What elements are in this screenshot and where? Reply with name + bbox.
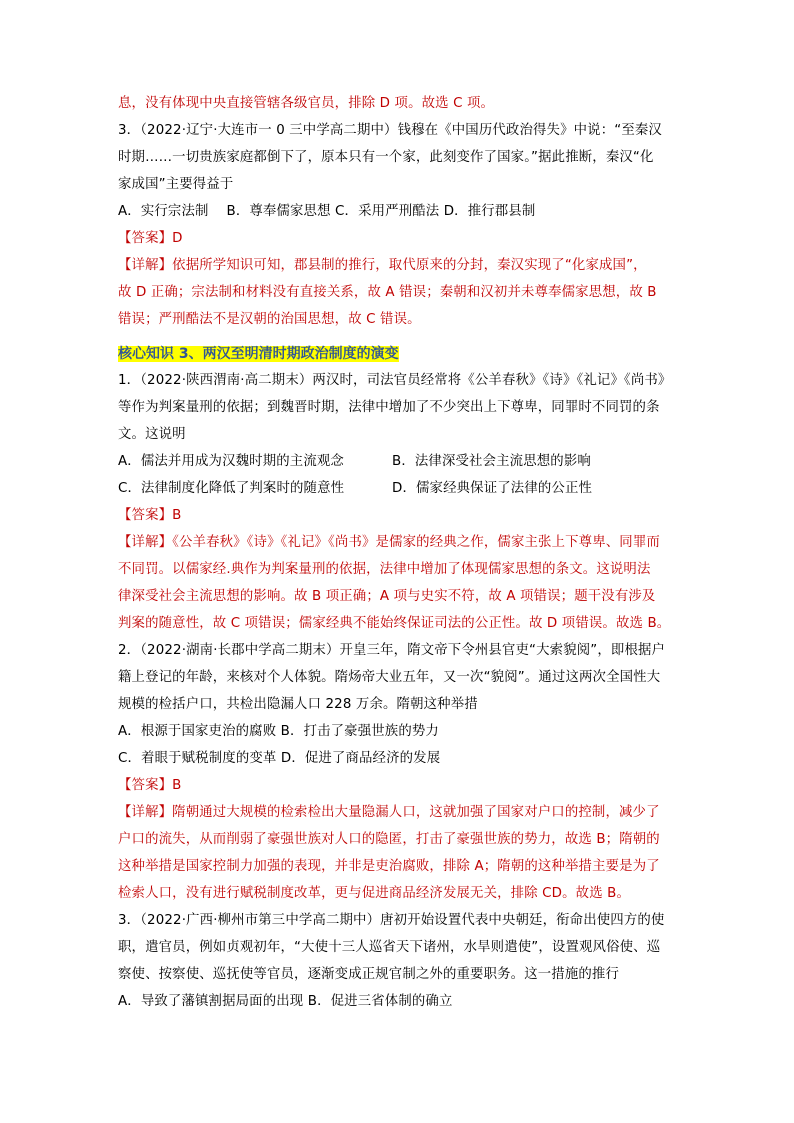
question-text: 时期……一切贵族家庭都倒下了，原本只有一个家，此刻变作了国家。”据此推断，秦汉“化 <box>118 150 654 165</box>
question-options: A．根源于国家吏治的腐败 B．打击了豪强世族的势力 <box>118 724 439 739</box>
explanation-text: 【详解】《公羊春秋》《诗》《礼记》《尚书》是儒家的经典之作，儒家主张上下尊卑、同罪而 <box>118 535 660 550</box>
answer-value: B <box>172 508 182 523</box>
question-text: 职，遣官员，例如贞观初年，“大使十三人巡省天下诸州，水旱则遣使”，设置观风俗使、巡 <box>118 940 661 955</box>
answer-label: 【答案】 <box>118 778 173 793</box>
explanation-text: 故 D 正确；宗法制和材料没有直接关系，故 A 错误；秦朝和汉初并未尊奉儒家思想，故 B <box>118 285 657 300</box>
question-text: 1．（2022·陕西渭南·高二期末）两汉时，司法官员经常将《公羊春秋》《诗》《礼记》《尚书》 <box>118 373 672 388</box>
answer-line <box>118 508 678 524</box>
question-options <box>118 481 678 497</box>
option-b: B．法律深受社会主流思想的影响 <box>392 454 591 469</box>
option-d: D．儒家经典保证了法律的公正性 <box>392 481 593 496</box>
answer-line <box>118 778 678 794</box>
explanation-text: 息，没有体现中央直接管辖各级官员，排除 D 项。故选 C 项。 <box>118 96 495 111</box>
question-text: 3．（2022·广西·柳州市第三中学高二期中）唐初开始设置代表中央朝廷，衔命出使四方的使 <box>118 913 665 928</box>
option-c: C．法律制度化降低了判案时的随意性 <box>118 481 345 496</box>
explanation-text: 错误；严刑酷法不是汉朝的治国思想，故 C 错误。 <box>118 312 421 327</box>
option-a: A．儒法并用成为汉魏时期的主流观念 <box>118 454 344 469</box>
explanation-text: 不同罚。以儒家经.典作为判案量刑的依据，法律中增加了体现儒家思想的条文。这说明法 <box>118 562 651 577</box>
answer-value: D <box>172 231 183 246</box>
question-text: 3．（2022·辽宁·大连市一 0 三中学高二期中）钱穆在《中国历代政治得失》中说：“至秦汉 <box>118 123 662 138</box>
question-text: 籍上登记的年龄，来核对个人体貌。隋炀帝大业五年，又一次“貌阅”。通过这两次全国性大 <box>118 670 661 685</box>
question-options: A．导致了藩镇割据局面的出现 B．促进三省体制的确立 <box>118 994 453 1009</box>
explanation-text: 律深受社会主流思想的影响。故 B 项正确；A 项与史实不符，故 A 项错误；题干没有涉及 <box>118 589 656 604</box>
explanation-text: 户口的流失，从而削弱了豪强世族对人口的隐匿，打击了豪强世族的势力，故选 B；隋朝的 <box>118 832 660 847</box>
section-prefix: 核心知识 <box>118 346 174 362</box>
explanation-text: 检索人口，没有进行赋税制度改革，更与促进商品经济发展无关，排除 CD。故选 B。 <box>118 886 631 901</box>
question-options: A．实行宗法制 B．尊奉儒家思想 C．采用严刑酷法 D．推行郡县制 <box>118 204 536 219</box>
explanation-text: 【详解】隋朝通过大规模的检索检出大量隐漏人口，这就加强了国家对户口的控制，减少了 <box>118 805 660 820</box>
question-text: 等作为判案量刑的依据；到魏晋时期，法律中增加了不少突出上下尊卑，同罪时不同罚的条 <box>118 400 660 415</box>
explanation-text: 判案的随意性，故 C 项错误；儒家经典不能始终保证司法的公正性。故 D 项错误。故选 B。 <box>118 616 671 631</box>
answer-value: B <box>172 778 182 793</box>
question-options <box>118 454 678 470</box>
answer-label: 【答案】 <box>118 508 173 523</box>
explanation-text: 【详解】依据所学知识可知，郡县制的推行，取代原来的分封，秦汉实现了“化家成国”， <box>118 258 647 273</box>
question-text: 2．（2022·湖南·长郡中学高二期末）开皇三年，隋文帝下令州县官吏“大索貌阅”，即根据户 <box>118 643 666 658</box>
answer-line <box>118 231 678 247</box>
question-options: C．着眼于赋税制度的变革 D．促进了商品经济的发展 <box>118 751 441 766</box>
question-text: 察使、按察使、巡抚使等官员，逐渐变成正规官制之外的重要职务。这一措施的推行 <box>118 967 620 982</box>
question-text: 家成国”主要得益于 <box>118 177 234 192</box>
explanation-text: 这种举措是国家控制力加强的表现，并非是吏治腐败，排除 A；隋朝的这种举措主要是为了 <box>118 859 660 874</box>
answer-label: 【答案】 <box>118 231 173 246</box>
section-heading <box>118 344 399 364</box>
section-title: 3、两汉至明清时期政治制度的演变 <box>174 346 399 362</box>
question-text: 文。这说明 <box>118 427 186 442</box>
question-text: 规模的检括户口，共检出隐漏人口 228 万余。隋朝这种举措 <box>118 697 478 712</box>
